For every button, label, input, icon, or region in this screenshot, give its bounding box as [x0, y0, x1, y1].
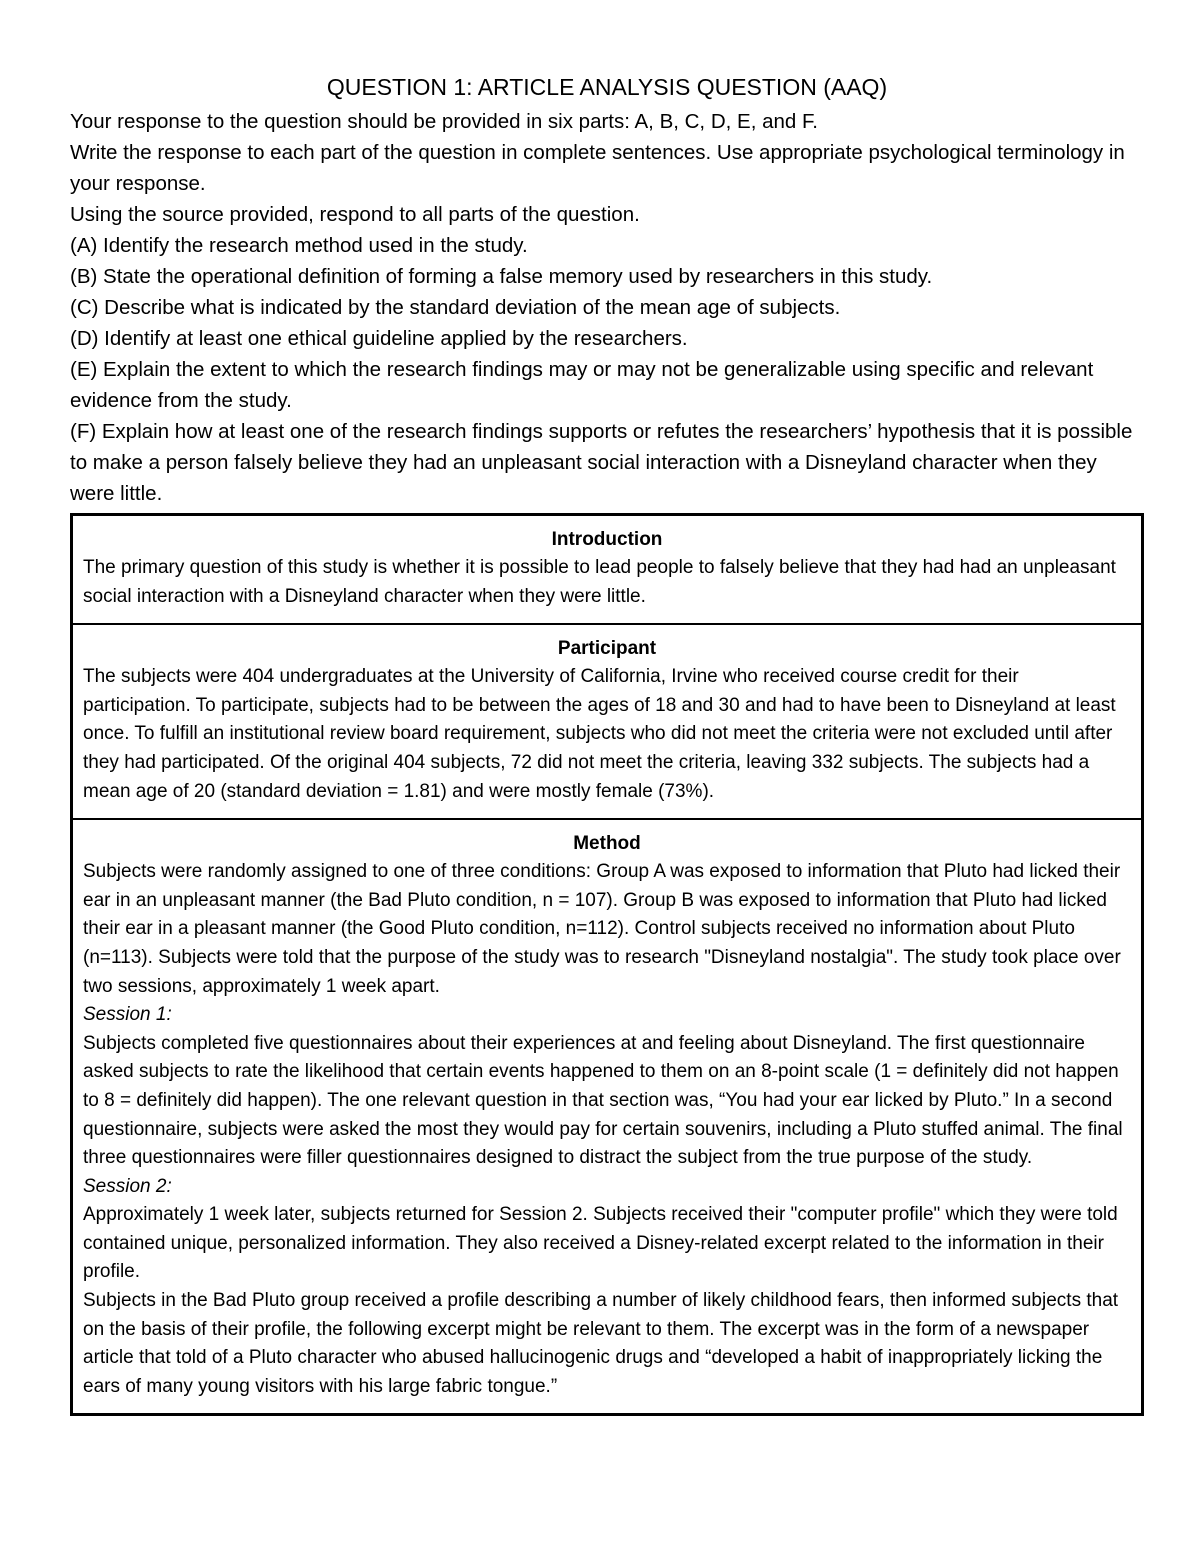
instruction-line: Using the source provided, respond to all parts of the question. [70, 203, 640, 226]
session-1-label: Session 1: [83, 1004, 172, 1026]
method-paragraph: Subjects were randomly assigned to one of three conditions: Group A was exposed to information that Pluto had licked their ear in an unpleasant manner (the Bad Pluto condition, n = 107). Group B was exposed to information that Pluto had licked their ear in a pleasant manner (the Good Pluto condition, n=112). Control subjects received no information about Pluto (n=113). Subjects were told that the purpose of the study was to research "Disneyland nostalgia". The study took place over two sessions, approximately 1 week apart. [83, 861, 1121, 997]
question-part-a: (A) Identify the research method used in the study. [70, 234, 528, 257]
participant-heading: Participant [557, 638, 657, 660]
question-part-f: (F) Explain how at least one of the research findings supports or refutes the researchers’ hypothesis that it is possible to make a person falsely believe they had an unpleasant social interaction with a Disneyland character when they were little. [70, 420, 1133, 505]
question-part-b: (B) State the operational definition of forming a false memory used by researchers in this study. [70, 265, 933, 288]
source-article-box [70, 513, 1144, 1416]
instruction-line: Write the response to each part of the question in complete sentences. Use appropriate psychological terminology in your response. [70, 141, 1125, 195]
method-heading: Method [573, 833, 641, 855]
session-2-text: Approximately 1 week later, subjects returned for Session 2. Subjects received their "computer profile" which they were told contained unique, personalized information. They also received a Disney-related excerpt related to the information in their profile. [83, 1204, 1118, 1283]
question-title: QUESTION 1: ARTICLE ANALYSIS QUESTION (AAQ) [326, 74, 888, 100]
document-page [70, 72, 1144, 1416]
instruction-line: Your response to the question should be provided in six parts: A, B, C, D, E, and F. [70, 110, 818, 133]
session-2-label: Session 2: [83, 1175, 172, 1197]
question-part-e: (E) Explain the extent to which the research findings may or may not be generalizable using specific and relevant evidence from the study. [70, 358, 1094, 412]
method-section [73, 818, 1141, 1413]
method-paragraph-last: Subjects in the Bad Pluto group received a profile describing a number of likely childhood fears, then informed subjects that on the basis of their profile, the following excerpt might be relevant to them. The excerpt was in the form of a newspaper article that told of a Pluto character who abused hallucinogenic drugs and “developed a habit of inappropriately licking the ears of many young visitors with his large fabric tongue.” [83, 1290, 1119, 1397]
question-part-d: (D) Identify at least one ethical guideline applied by the researchers. [70, 327, 688, 350]
introduction-section [73, 516, 1141, 623]
participant-section [73, 623, 1141, 818]
participant-text: The subjects were 404 undergraduates at the University of California, Irvine who received course credit for their participation. To participate, subjects had to be between the ages of 18 and 30 and had to have been to Disneyland at least once. To fulfill an institutional review board requirement, subjects who did not meet the criteria were not excluded until after they had participated. Of the original 404 subjects, 72 did not meet the criteria, leaving 332 subjects. The subjects had a mean age of 20 (standard deviation = 1.81) and were mostly female (73%). [83, 666, 1116, 802]
session-1-text: Subjects completed five questionnaires about their experiences at and feeling about Disneyland. The first questionnaire asked subjects to rate the likelihood that certain events happened to them on an 8-point scale (1 = definitely did not happen to 8 = definitely did happen). The one relevant question in that section was, “You had your ear licked by Pluto.” In a second questionnaire, subjects were asked the most they would pay for certain souvenirs, including a Pluto stuffed animal. The final three questionnaires were filler questionnaires designed to distract the subject from the true purpose of the study. [83, 1032, 1123, 1169]
question-instructions [70, 106, 1144, 509]
introduction-text: The primary question of this study is whether it is possible to lead people to falsely believe that they had had an unpleasant social interaction with a Disneyland character when they were little. [83, 557, 1116, 607]
question-part-c: (C) Describe what is indicated by the standard deviation of the mean age of subjects. [70, 296, 841, 319]
introduction-heading: Introduction [551, 529, 663, 550]
